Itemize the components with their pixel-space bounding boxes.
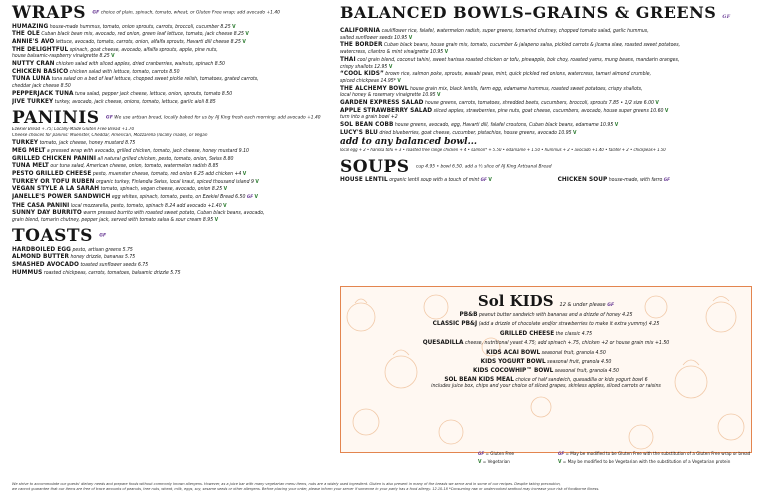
paninis-bread-note: Ezekiel Bread +.75; Locally-Made Gluten Free Bread +1.70 [12,127,135,133]
toasts-heading [12,227,335,246]
kids-item: KIDS YOGURT BOWL seasonal fruit, granola 4.50 [480,357,612,366]
menu-item-cont: grain blend, tomarin chutney, pepper jack, served with tomato salsa & sour cream 8.95 V [12,217,219,224]
veg-mark: V [664,107,669,114]
menu-item-cont: spiced chickpeas 14.95* V [340,77,401,84]
footer-line-1: We strive to accommodate our guests' dietary needs and prepare foods without commonly known allergens. However, as a juice bar with many vegetarian menu items, nuts are a widely used ingredient. Gluten is also present in many of the breads we serve and in some of our recipes. Despite taking precaution, [12,481,561,486]
veg-mark: V [408,34,413,41]
menu-item: CALIFORNIA cauliflower rice, falafel, watermelon radish, super greens, tomarind chutney, chopped tomato salad, garlic hummus, [340,27,649,34]
veg-mark: V [223,202,227,209]
veg-mark: V [478,458,482,465]
gf-mark: GF [558,452,565,457]
menu-item: SOL BEAN COBB house greens, avocado, egg, Havarti dill, falafel croutons, Cuban black beans, edamame 10.95 V [340,121,619,129]
menu-item: PEPPERJACK TUNA tuna salad, pepper jack cheese, lettuce, onion, sprouts, tomato 8.50 [12,89,233,97]
menu-item: CHICKEN BÁSICO chicken salad with lettuce, tomato, carrots 8.50 [12,67,180,75]
left-column [12,4,335,277]
kids-item: KIDS COCOWHIP™ BOWL seasonal fruit, granola 4.50 [473,366,619,375]
legend-veg-mod-label: = May be modified to be Vegetarian with the substitution of a Vegetarian protein [562,459,731,465]
soups-note: cup 4.95 • bowl 6.50. add a ½ slice of AJ King Artisanal Bread [415,164,552,170]
menu-item-cont: salted sunflower seeds 10.95 V [340,34,413,41]
menu-item-cont: watercress, cilantro & mint vinaigrette 10.95 V [340,49,449,56]
addon-line: local egg + 2 • harissa tofu + 3 • roasted free range chicken + 4 • salmon* + 5.50 • edamame + 1.50 • hummus + 2 • avocado +1.40 • falafel + 2 • chickpeas+ 1.50 [340,147,666,153]
menu-item: TUNA MELT our tuna salad, American cheese, onion, tomato, watermelon radish 8.85 [12,162,219,170]
menu-item: ANNIE'S AVO lettuce, avocado, tomato, carrots, onion, alfalfa sprouts, Havarti dill cheese 8.25 V [12,37,246,45]
menu-item: THAI cool grain blend, coconut tahini, sweet harissa roasted chicken or tofu, pineapple, bok choy, roasted yams, mung beans, mandarin oranges, [340,55,680,63]
kids-item: GRILLED CHEESE the classic 4.75 [499,328,593,337]
kids-menu-box [340,286,752,453]
veg-mark: V [255,178,259,185]
legend-gf-label: = Gluten Free [485,452,515,457]
veg-mark: V [488,177,492,184]
veg-mark: V [245,31,249,38]
menu-item: JIVE TURKEY turkey, avocado, jack cheese, onions, tomato, lettuce, garlic aioli 8.85 [12,97,216,105]
menu-item: PESTO GRILLED CHEESE pesto, muenster cheese, tomato, red onion 6.25 add chicken +4 V [12,169,247,177]
kids-item: PB&B peanut butter sandwich with bananas and a drizzle of honey 4.25 [459,310,633,318]
veg-mark: V [214,217,219,224]
right-column [340,4,760,185]
menu-item: THE OLÉ Cuban black bean mix, avocado, red onion, green leaf lettuce, tomato, jack cheese 8.25 V [12,30,249,38]
kids-item: KIDS ACAI BOWL seasonal fruit, granola 4.50 [486,347,606,356]
kids-item: QUESADILLA cheese, nutritional yeast 4.75; add spinach +.75, chicken +2 or house grain mix +1.50 [422,338,670,347]
veg-mark: V [111,53,115,60]
menu-item: HUMAZING house-made hummus, tomato, onion sprouts, carrots, broccoli, cucumber 8.25 V [12,22,236,30]
kids-title: Sol KIDS [477,292,554,310]
footer-line-2: we cannot guarantee that our items are free of trace amounts of peanuts, tree nuts, wheat, milk, eggs, soy, sesame seeds or other allergens. Before placing your order, please inform your server if someone in your party has a food allergy. 12.10.18 *Consuming raw or undercooked seafood may increase your risk of foodborne illness. [12,485,600,491]
veg-mark: V [655,100,659,107]
allergy-footer [12,482,756,492]
veg-mark: V [444,49,449,56]
gf-mark: GF [92,10,100,16]
veg-mark: V [242,38,246,45]
menu-item: GRILLED CHICKEN PANINI all natural grilled chicken, pesto, tomato, onion, Swiss 8.80 [12,154,234,162]
veg-mark: V [558,458,562,465]
veg-mark: V [397,77,401,84]
menu-item: TURKEY OR TOFU RUBEN organic turkey, Finlandia Swiss, local kraut, spiced thousand island 9 V [12,177,259,185]
paninis-cheese-note: Cheese choices for paninis: Muenster, Cheddar, American, Mozzarella (locally made), or Vegan [12,133,208,139]
menu-item: ALMOND BUTTER honey drizzle, bananas 5.75 [12,253,136,261]
soups-row [340,176,760,185]
veg-mark: V [232,23,236,30]
veg-mark: V [437,92,441,99]
gf-mark: GF [607,303,615,308]
veg-mark: V [254,194,259,201]
menu-item: JANELLE'S POWER SANDWICH egg whites, spinach, tomato, pesto, on Ezekiel Bread 6.50 GF V [12,193,259,201]
menu-item: THE BORDER Cuban black beans, house grain mix, tomato, cucumber & jalapeno salsa, pickled carrots & jicama slaw, roasted sweet potatoes, [340,41,681,49]
gf-mark: GF [478,452,485,457]
wraps-heading [12,4,335,23]
menu-item: TURKEY tomato, jack cheese, honey mustard 8.75 [12,139,136,147]
legend [478,452,758,466]
menu-item: APPLE STRAWBERRY SALAD sliced apples, strawberries, pine nuts, goat cheese, cucumbers, avocado, house super greens 10.60 V [340,106,669,114]
gf-mark: GF [105,115,113,121]
soups-title: SOUPS [340,156,410,177]
gf-mark: GF [246,195,254,201]
gf-mark: GF [663,178,670,184]
menu-item: TUNA LUNA tuna salad on a bed of leaf lettuce, chopped sweet pickle relish, tomatoes, grated carrots, [12,75,259,83]
paninis-note: We use artisan bread, locally baked for us by AJ King fresh each morning; add avocado +1.40 [114,115,321,121]
menu-item: HUMMUS roasted chickpeas, carrots, tomatoes, balsamic drizzle 5.75 [12,268,181,276]
wraps-title: WRAPS [12,3,86,23]
menu-item: CHICKEN SOUP house-made, with farro GF [557,176,670,184]
menu-item: VEGAN STYLE A LA SARAH tomato, spinach, vegan cheese, avocado, onion 8.25 V [12,185,228,193]
menu-item: THE DELIGHTFUL spinach, goat cheese, avocado, alfalfa sprouts, apple, pine nuts, [12,45,218,53]
gf-mark: GF [99,233,107,239]
menu-item-cont: house balsamic-raspberry vinaigrette 8.25 V [12,53,115,60]
menu-item-cont: crispy shallots 12.95 V [340,63,393,70]
soups-heading [340,158,760,177]
menu-item: MEG MELT a pressed wrap with avocado, grilled chicken, tomato, jack cheese, honey mustard 9.10 [12,146,249,154]
menu-item: “COOL KIDS” brown rice, salmon poke, sprouts, wasabi peas, mint, quick pickled red onions, watercress, tamari almond crumble, [340,70,652,78]
wraps-note: choice of plain, spinach, tomato, wheat, or Gluten Free wrap; add avocado +1.40 [100,10,280,16]
kids-note: 12 & under please [559,302,606,308]
menu-item: SMASHED AVOCADO toasted sunflower seeds 6.75 [12,261,149,269]
menu-item: HARDBOILED EGG pesto, artisan greens 5.75 [12,245,133,253]
menu-item-cont: local honey & rosemary vinaigrette 10.95 V [340,92,441,99]
menu-item-cont: cheddar jack cheese 8.50 [12,83,71,90]
bowls-title: BALANCED BOWLS–GRAINS & GREENS [340,3,717,22]
menu-item: LUCY'S BLU dried blueberries, goat cheese, cucumber, pistachios, house greens, avocado 10.95 V [340,128,577,136]
paninis-heading [12,109,335,128]
addon-title: add to any balanced bowl... [340,136,477,147]
veg-mark: V [573,129,577,136]
paninis-title: PANINIS [12,107,100,128]
kids-item: CLASSIC PB&J (add a drizzle of chocolate and/or strawberries to make it extra yummy) 4.25 [432,319,660,328]
menu-item: SUNNY DAY BURRITO warm pressed burrito with roasted sweet potato, Cuban black beans, avocado, [12,209,265,217]
bowls-heading [340,4,760,27]
legend-gf-mod-label: = May be modified to be Gluten Free with the substitution of a Gluten Free wrap or bread [565,452,751,457]
menu-item: GARDEN EXPRESS SALAD house greens, carrots, tomatoes, shredded beets, cucumbers, broccoli, sprouts 7.85 • 1/2 size 6.00 V [340,99,659,107]
legend-veg-label: = Vegetarian [482,459,510,465]
veg-mark: V [242,170,247,177]
kids-heading [341,292,751,308]
kids-item: SOL BEAN KIDS MEAL choice of half sandwich, quesadilla or kids yogurt bowl 6 [444,374,648,383]
gf-mark: GF [480,178,487,184]
gf-mark: GF [722,15,731,20]
veg-mark: V [614,122,619,129]
toasts-title: TOASTS [12,226,93,247]
menu-item-cont: turn into a grain bowl +2 [340,114,398,121]
veg-mark: V [223,186,228,193]
veg-mark: V [388,63,393,70]
menu-item: THE CASA PANINI local mozzarella, pesto, tomato, spinach 8.24 add avocado +1.40 V [12,201,227,209]
menu-item: NUTTY CRAN chicken salad with sliced apples, dried cranberries, walnuts, spinach 8.50 [12,60,225,68]
menu-item: THE ALCHEMY BOWL house grain mix, black lentils, farm egg, edamame hummus, roasted sweet potatoes, crispy shallots, [340,84,643,92]
kids-item-cont: includes juice box, chips and your choice of sliced grapes, skinless apples, sliced carrots or raisins [431,383,661,390]
menu-item: HOUSE LENTIL organic lentil soup with a touch of mint GF V [340,176,492,184]
